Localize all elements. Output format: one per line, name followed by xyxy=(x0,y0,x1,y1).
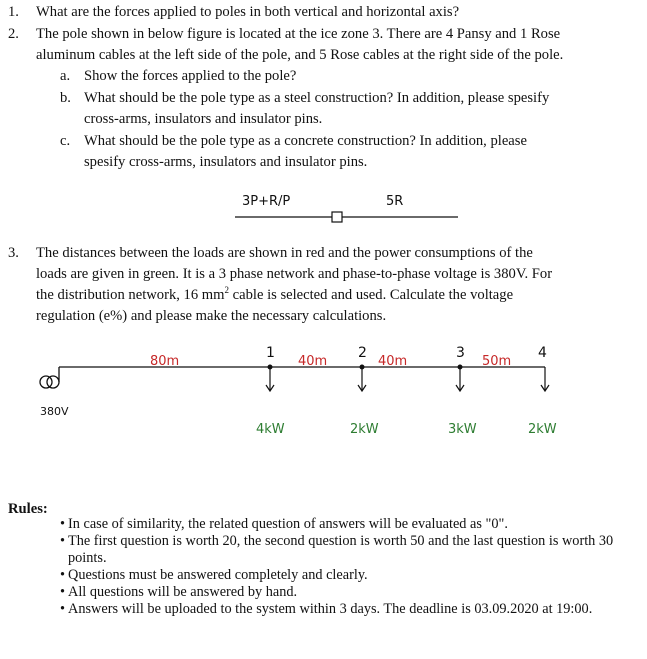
load-3: 3kW xyxy=(448,422,477,437)
q3-line3 xyxy=(36,285,513,305)
rule-item: • Questions must be answered completely and clearly. xyxy=(60,567,640,584)
q2-line1: The pole shown in below figure is located at the ice zone 3. There are 4 Pansy and 1 Rose xyxy=(36,26,561,42)
node-2-label: 2 xyxy=(358,345,367,361)
q1-text: What are the forces applied to poles in both vertical and horizontal axis? xyxy=(36,4,460,20)
q2c-label: c. xyxy=(60,133,71,149)
q2a-text: Show the forces applied to the pole? xyxy=(84,68,297,84)
rules-title: Rules: xyxy=(8,501,48,517)
q2a-label: a. xyxy=(60,68,71,84)
transformer-coil-2 xyxy=(47,376,59,388)
distance-3: 40m xyxy=(378,354,408,369)
distance-1: 80m xyxy=(150,354,180,369)
q3-line3-part1: the distribution network, 16 mm xyxy=(36,287,225,303)
node-1-label: 1 xyxy=(266,345,275,361)
rules-list xyxy=(60,516,640,618)
pole-left-label: 3P+R/P xyxy=(242,194,291,209)
distance-4: 50m xyxy=(482,354,512,369)
q3-line3-superscript: 2 xyxy=(224,285,229,296)
q1-number: 1. xyxy=(8,4,19,20)
q3-line4: regulation (e%) and please make the necessary calculations. xyxy=(36,308,387,324)
q2-line2: aluminum cables at the left side of the pole, and 5 Rose cables at the right side of the pole. xyxy=(36,47,564,63)
distance-2: 40m xyxy=(298,354,328,369)
rule-item: • All questions will be answered by hand. xyxy=(60,584,640,601)
pole-right-label: 5R xyxy=(386,194,404,209)
load-1: 4kW xyxy=(256,422,285,437)
q3-number: 3. xyxy=(8,245,19,261)
q2c-line1: What should be the pole type as a concrete construction? In addition, please xyxy=(84,133,527,149)
load-4: 2kW xyxy=(528,422,557,437)
transformer-coil-1 xyxy=(40,376,52,388)
network-diagram xyxy=(0,335,647,455)
rule-item: • Answers will be uploaded to the system within 3 days. The deadline is 03.09.2020 at 19:00. xyxy=(60,601,640,618)
rule-item: • In case of similarity, the related question of answers will be evaluated as "0". xyxy=(60,516,640,533)
rule-item: • The first question is worth 20, the second question is worth 50 and the last question is worth 30 points. xyxy=(60,533,640,567)
q2b-label: b. xyxy=(60,90,71,106)
pole-diagram xyxy=(220,185,470,235)
node-3-label: 3 xyxy=(456,345,465,361)
q2-number: 2. xyxy=(8,26,19,42)
node-4-label: 4 xyxy=(538,345,547,361)
pole-symbol xyxy=(332,212,342,222)
q3-line2: loads are given in green. It is a 3 phase network and phase-to-phase voltage is 380V. For xyxy=(36,266,553,282)
q2c-line2: spesify cross-arms, insulators and insulator pins. xyxy=(84,154,368,170)
load-2: 2kW xyxy=(350,422,379,437)
q2b-line2: cross-arms, insulators and insulator pins. xyxy=(84,111,323,127)
q3-line3-part2: cable is selected and used. Calculate the voltage xyxy=(229,287,514,303)
source-voltage-label: 380V xyxy=(40,405,69,418)
q3-line1: The distances between the loads are shown in red and the power consumptions of the xyxy=(36,245,533,261)
q2b-line1: What should be the pole type as a steel construction? In addition, please spesify xyxy=(84,90,550,106)
